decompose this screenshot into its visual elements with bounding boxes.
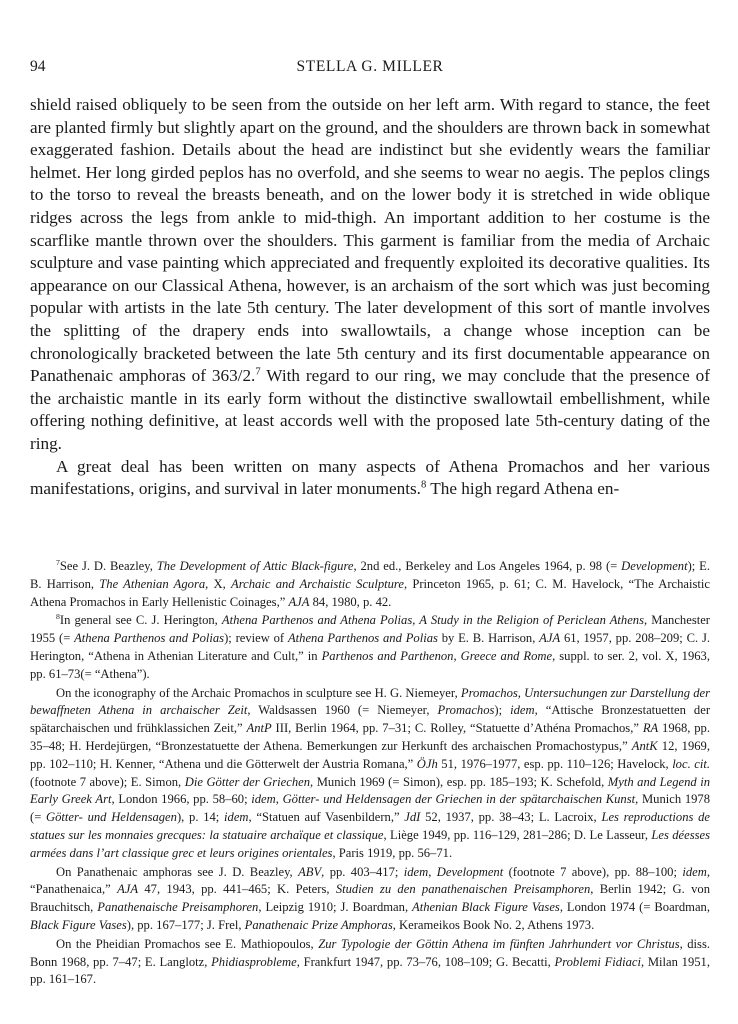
footnote-number: 8 (56, 612, 60, 622)
footnote-8-iconography: On the iconography of the Archaic Promachos in sculpture see H. G. Niemeyer, Promachos, Untersuchungen zur Darstellung der bewaffneten Athena in archaischer Zeit, Waldsassen 1960 (= Niemeyer, Promachos); idem, “Attische Bronzestatuetten der spätarchaischen und frühklassichen Zeit,” AntP III, Berlin 1964, pp. 7–31; C. Rolley, “Statuette d’Athéna Promachos,” RA 1968, pp. 35–48; H. Herdejürgen, “Bronzestatuette der Athena. Bemerkungen zur Herkunft des archaischen Promachostypus,” AntK 12, 1969, pp. 102–110; H. Kenner, “Athena und die Götterwelt der Austria Romana,” ÖJh 51, 1976–1977, esp. pp. 110–126; Havelock, loc. cit. (footnote 7 above); E. Simon, Die Götter der Griechen, Munich 1969 (= Simon), esp. pp. 185–193; K. Schefold, Myth and Legend in Early Greek Art, London 1966, pp. 58–60; idem, Götter- und Heldensagen der Griechen in der spätarchaischen Kunst, Munich 1978 (= Götter- und Heldensagen), p. 14; idem, “Statuen auf Vasenbildern,” JdI 52, 1937, pp. 38–43; L. Lacroix, Les reproductions de statues sur les monnaies grecques: la statuaire archaïque et classique, Liège 1949, pp. 116–129, 281–286; D. Le Lasseur, Les déesses armées dans l’art classique grec et leurs origines orientales, Paris 1919, pp. 56–71. (30, 685, 711, 860)
page-number: 94 (30, 58, 46, 75)
body-paragraph: shield raised obliquely to be seen from the outside on her left arm. With regard to stance, the feet are planted firmly but slightly apart on the ground, and the shoulders are thrown back in somewhat exaggerated fashion. Details about the head are indistinct but she evidently wears the familiar helmet. Her long girded peplos has no overfold, and she seems to wear no aegis. The peplos clings to the torso to reveal the breasts beneath, and on the lower body it is stretched in wide oblique ridges across the legs from ankle to mid-thigh. An important addition to her costume is the scarflike mantle thrown over the shoulders. This garment is familiar from the media of Archaic sculpture and vase painting which appreciated and frequently exploited its decorative qualities. Its appearance on our Classical Athena, however, is an archaism of the sort which was just becoming popular with artists in the late 5th century. The later development of this sort of mantle involves the splitting of the drapery ends into swallowtails, a change whose inception can be chronologically bracketed between the late 5th century and its first documentable appearance on Panathenaic amphoras of 363/2.$^7$ With regard to our ring, we may conclude that the presence of the archaistic mantle in its early form without the distinctive swallowtail embellishment, while offering nothing definitive, at least accords well with the proposed late 5th-century dating of the ring. (30, 95, 710, 453)
footnotes (30, 558, 710, 989)
page (30, 40, 711, 987)
running-header (30, 40, 710, 75)
footnote-ref-8[interactable]: 8 (420, 479, 427, 491)
footnote-8: $^8$In general see C. J. Herington, Athena Parthenos and Athena Polias, A Study in the Religion of Periclean Athens, Manchester 1955 (= Athena Parthenos and Polias); review of Athena Parthenos and Polias by E. B. Harrison, AJA 61, 1957, pp. 208–209; C. J. Herington, “Athena in Athenian Literature and Cult,” in Parthenos and Parthenon, Greece and Rome, suppl. to ser. 2, vol. X, 1963, pp. 61–73(= “Athena”). (30, 612, 711, 681)
main-text (30, 94, 710, 501)
footnote-ref-7[interactable]: 7 (255, 366, 261, 378)
footnote-7: $^7$See J. D. Beazley, The Development of Attic Black-figure, 2nd ed., Berkeley and Los Angeles 1964, p. 98 (= Development); E. B. Harrison, The Athenian Agora, X, Archaic and Archaistic Sculpture, Princeton 1965, p. 61; C. M. Havelock, “The Archaistic Athena Promachos in Early Hellenistic Coinages,” AJA 84, 1980, p. 42. (30, 557, 710, 609)
body-paragraph: A great deal has been written on many aspects of Athena Promachos and her various manifestations, origins, and survival in later monuments.$^8$ The high regard Athena en- (30, 456, 710, 499)
footnote-number: 7 (56, 557, 60, 567)
footnote-8-pheidian: On the Pheidian Promachos see E. Mathiopoulos, Zur Typologie der Göttin Athena im fünften Jahrhundert vor Christus, diss. Bonn 1968, pp. 7–47; E. Langlotz, Phidiasprobleme, Frankfurt 1947, pp. 73–76, 108–109; G. Becatti, Problemi Fidiaci, Milan 1951, pp. 161–167. (30, 936, 710, 987)
footnote-8-panathenaic: On Panathenaic amphoras see J. D. Beazley, ABV, pp. 403–417; idem, Development (footnote 7 above), pp. 88–100; idem, “Panathenaica,” AJA 47, 1943, pp. 441–465; K. Peters, Studien zu den panathenaischen Preisamphoren, Berlin 1942; G. von Brauchitsch, Panathenaische Preisamphoren, Leipzig 1910; J. Boardman, Athenian Black Figure Vases, London 1974 (= Boardman, Black Figure Vases), pp. 167–177; J. Frel, Panathenaic Prize Amphoras, Kerameikos Book No. 2, Athens 1973. (30, 864, 711, 932)
running-head-author: STELLA G. MILLER (296, 58, 444, 75)
